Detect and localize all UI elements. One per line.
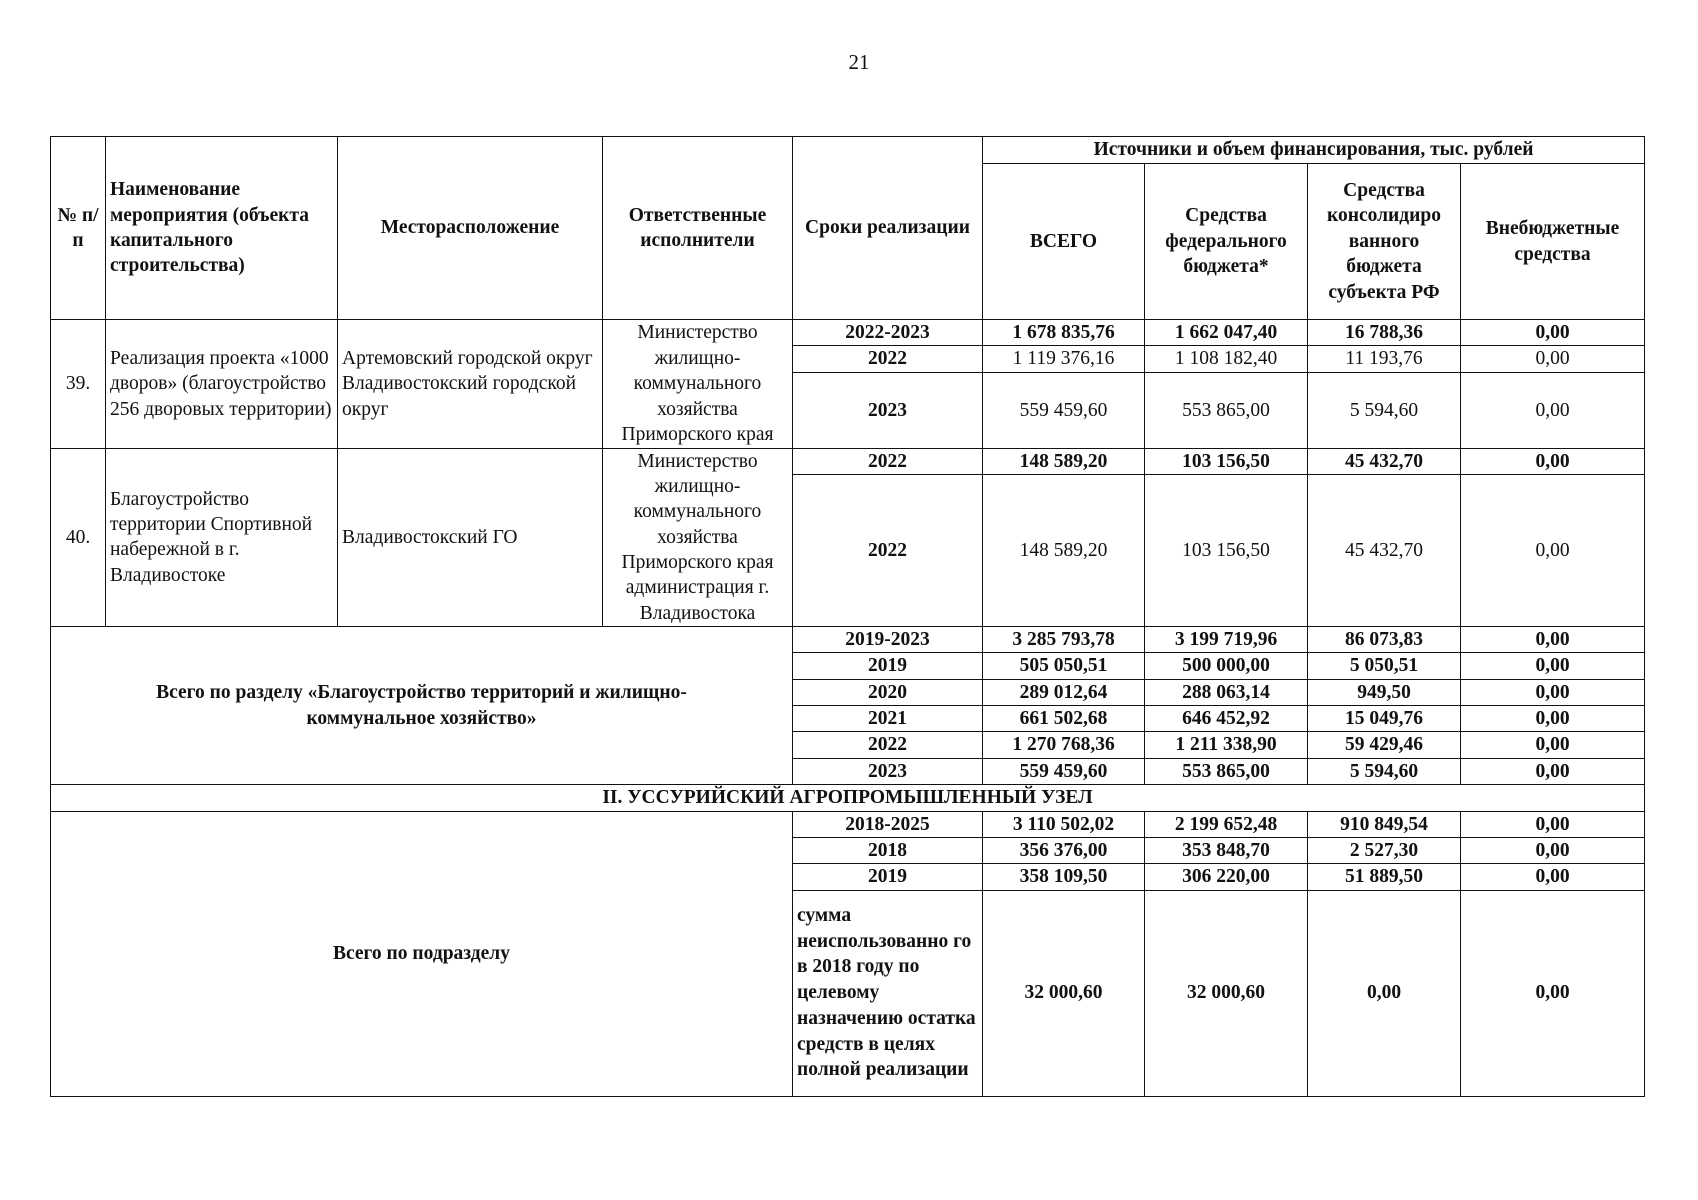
header-federal: Средства федерального бюджета* — [1145, 164, 1308, 320]
regional-cell: 11 193,76 — [1308, 346, 1461, 372]
regional-cell: 51 889,50 — [1308, 864, 1461, 890]
item-location: Владивостокский ГО — [338, 448, 603, 626]
regional-cell: 2 527,30 — [1308, 837, 1461, 863]
term-cell: 2022 — [793, 475, 983, 627]
table-row — [51, 627, 1645, 653]
federal-cell: 1 108 182,40 — [1145, 346, 1308, 372]
extra-cell: 0,00 — [1461, 448, 1645, 474]
federal-cell: 2 199 652,48 — [1145, 811, 1308, 837]
header-regional: Средства консолидиро ванного бюджета субъекта РФ — [1308, 164, 1461, 320]
total-cell: 3 285 793,78 — [983, 627, 1145, 653]
regional-cell: 910 849,54 — [1308, 811, 1461, 837]
regional-cell: 86 073,83 — [1308, 627, 1461, 653]
extra-cell: 0,00 — [1461, 837, 1645, 863]
page-number: 21 — [848, 50, 870, 74]
extra-cell: 0,00 — [1461, 864, 1645, 890]
item-executor: Министерство жилищно-коммунального хозяйства Приморского края — [603, 320, 793, 449]
federal-cell: 103 156,50 — [1145, 448, 1308, 474]
extra-cell: 0,00 — [1461, 346, 1645, 372]
item-number: 40. — [51, 448, 106, 626]
extra-cell: 0,00 — [1461, 320, 1645, 346]
term-note-cell: сумма неиспользованно го в 2018 году по целевому назначению остатка средств в целях полной реализации — [793, 890, 983, 1096]
extra-cell: 0,00 — [1461, 679, 1645, 705]
total-cell: 289 012,64 — [983, 679, 1145, 705]
term-cell: 2019 — [793, 653, 983, 679]
total-cell: 358 109,50 — [983, 864, 1145, 890]
federal-cell: 553 865,00 — [1145, 758, 1308, 784]
federal-cell: 1 211 338,90 — [1145, 732, 1308, 758]
regional-cell: 949,50 — [1308, 679, 1461, 705]
regional-cell: 16 788,36 — [1308, 320, 1461, 346]
regional-cell: 45 432,70 — [1308, 475, 1461, 627]
federal-cell: 3 199 719,96 — [1145, 627, 1308, 653]
total-cell: 1 678 835,76 — [983, 320, 1145, 346]
regional-cell: 5 050,51 — [1308, 653, 1461, 679]
term-cell: 2018 — [793, 837, 983, 863]
header-name: Наименование мероприятия (объекта капитального строительства) — [106, 137, 338, 320]
extra-cell: 0,00 — [1461, 758, 1645, 784]
regional-cell: 5 594,60 — [1308, 758, 1461, 784]
extra-cell: 0,00 — [1461, 653, 1645, 679]
term-cell: 2023 — [793, 758, 983, 784]
term-cell: 2018-2025 — [793, 811, 983, 837]
extra-cell: 0,00 — [1461, 475, 1645, 627]
header-location: Месторасположение — [338, 137, 603, 320]
subsection-total-label: Всего по подразделу — [51, 811, 793, 1096]
item-location: Артемовский городской округ Владивостокский городской округ — [338, 320, 603, 449]
federal-cell: 1 662 047,40 — [1145, 320, 1308, 346]
federal-cell: 353 848,70 — [1145, 837, 1308, 863]
extra-cell: 0,00 — [1461, 706, 1645, 732]
header-extra: Внебюджетные средства — [1461, 164, 1645, 320]
financing-table — [50, 136, 1645, 1097]
table-row — [51, 811, 1645, 837]
section-heading: II. УССУРИЙСКИЙ АГРОПРОМЫШЛЕННЫЙ УЗЕЛ — [51, 785, 1645, 811]
total-cell: 356 376,00 — [983, 837, 1145, 863]
term-cell: 2022 — [793, 732, 983, 758]
federal-cell: 306 220,00 — [1145, 864, 1308, 890]
regional-cell: 5 594,60 — [1308, 372, 1461, 448]
total-cell: 559 459,60 — [983, 758, 1145, 784]
total-cell: 661 502,68 — [983, 706, 1145, 732]
table-row — [51, 448, 1645, 474]
regional-cell: 45 432,70 — [1308, 448, 1461, 474]
item-executor: Министерство жилищно-коммунального хозяйства Приморского края администрация г. Владивостока — [603, 448, 793, 626]
header-no: № п/п — [51, 137, 106, 320]
federal-cell: 288 063,14 — [1145, 679, 1308, 705]
term-cell: 2022-2023 — [793, 320, 983, 346]
header-executors: Ответственные исполнители — [603, 137, 793, 320]
federal-cell: 553 865,00 — [1145, 372, 1308, 448]
term-cell: 2020 — [793, 679, 983, 705]
total-cell: 1 270 768,36 — [983, 732, 1145, 758]
term-cell: 2021 — [793, 706, 983, 732]
total-cell: 505 050,51 — [983, 653, 1145, 679]
extra-cell: 0,00 — [1461, 890, 1645, 1096]
term-cell: 2022 — [793, 448, 983, 474]
total-cell: 148 589,20 — [983, 475, 1145, 627]
section-total-label: Всего по разделу «Благоустройство территорий и жилищно-коммунальное хозяйство» — [51, 627, 793, 785]
regional-cell: 59 429,46 — [1308, 732, 1461, 758]
table-row — [51, 785, 1645, 811]
header-funding-group: Источники и объем финансирования, тыс. рублей — [983, 137, 1645, 164]
term-cell: 2023 — [793, 372, 983, 448]
header-total: ВСЕГО — [983, 164, 1145, 320]
total-cell: 3 110 502,02 — [983, 811, 1145, 837]
total-cell: 559 459,60 — [983, 372, 1145, 448]
federal-cell: 103 156,50 — [1145, 475, 1308, 627]
total-cell: 148 589,20 — [983, 448, 1145, 474]
extra-cell: 0,00 — [1461, 627, 1645, 653]
total-cell: 1 119 376,16 — [983, 346, 1145, 372]
header-row — [51, 137, 1645, 164]
term-cell: 2022 — [793, 346, 983, 372]
item-name: Реализация проекта «1000 дворов» (благоустройство 256 дворовых территории) — [106, 320, 338, 449]
item-name: Благоустройство территории Спортивной набережной в г. Владивостоке — [106, 448, 338, 626]
extra-cell: 0,00 — [1461, 372, 1645, 448]
item-number: 39. — [51, 320, 106, 449]
federal-cell: 646 452,92 — [1145, 706, 1308, 732]
extra-cell: 0,00 — [1461, 811, 1645, 837]
table-row — [51, 320, 1645, 346]
extra-cell: 0,00 — [1461, 732, 1645, 758]
total-cell: 32 000,60 — [983, 890, 1145, 1096]
header-terms: Сроки реализации — [793, 137, 983, 320]
term-cell: 2019 — [793, 864, 983, 890]
federal-cell: 500 000,00 — [1145, 653, 1308, 679]
term-cell: 2019-2023 — [793, 627, 983, 653]
regional-cell: 15 049,76 — [1308, 706, 1461, 732]
regional-cell: 0,00 — [1308, 890, 1461, 1096]
federal-cell: 32 000,60 — [1145, 890, 1308, 1096]
